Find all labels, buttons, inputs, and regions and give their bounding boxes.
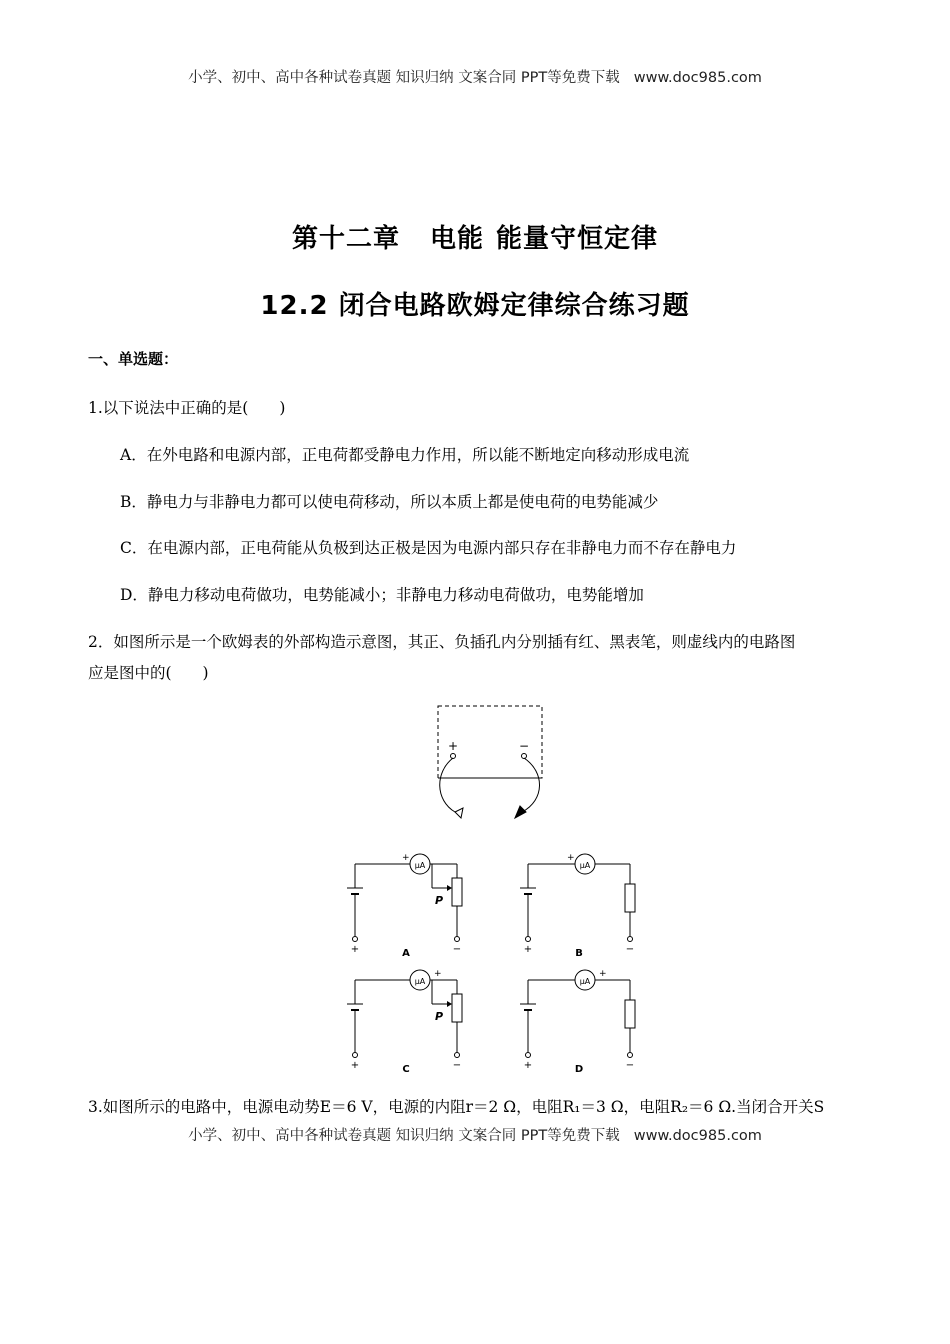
a-slider-label: P (435, 894, 444, 907)
footer-url[interactable]: www.doc985.com (633, 1128, 762, 1144)
q2-stem-line1: 2．如图所示是一个欧姆表的外部构造示意图，其正、负插孔内分别插有红、黑表笔，则虚线内的电路图 (88, 633, 796, 651)
chapter-topic-b: 能量守恒定律 (496, 224, 659, 254)
page-subtitle: 12.2 闭合电路欧姆定律综合练习题 (260, 291, 690, 321)
circuit-b (520, 853, 635, 959)
circuit-d (520, 969, 635, 1075)
page-header (0, 66, 950, 87)
q2-stem-line2: 应是图中的( ) (88, 664, 209, 682)
footer-text: 小学、初中、高中各种试卷真题 知识归纳 文案合同 PPT等免费下载 (188, 1128, 620, 1144)
d-plus-label: + (523, 1060, 533, 1071)
black-probe-arrow (515, 806, 526, 818)
circuit-a (347, 853, 462, 959)
top-plus-label: + (447, 739, 459, 753)
header-text: 小学、初中、高中各种试卷真题 知识归纳 文案合同 PPT等免费下载 (188, 70, 620, 86)
circuit-c (347, 969, 462, 1075)
q1-option-a: A．在外电路和电源内部，正电荷都受静电力作用，所以能不断地定向移动形成电流 (120, 446, 690, 464)
b-minus-label: − (625, 944, 635, 955)
red-probe-arrow (455, 808, 463, 818)
circuit-b-label: B (575, 948, 583, 959)
b-meter-plus: + (567, 853, 575, 863)
c-minus-label: − (452, 1060, 462, 1071)
a-minus-label: − (452, 944, 462, 955)
q1-stem: 1.以下说法中正确的是( ) (88, 399, 286, 417)
b-meter-label: μA (579, 861, 591, 870)
top-minus-label: − (518, 739, 530, 753)
d-minus-label: − (625, 1060, 635, 1071)
section-heading: 一、单选题： (88, 350, 179, 368)
d-meter-label: μA (579, 977, 591, 986)
b-plus-label: + (523, 944, 533, 955)
chapter-topic-a: 电能 (429, 224, 484, 254)
c-meter-label: μA (414, 977, 426, 986)
q1-option-b: B．静电力与非静电力都可以使电荷移动，所以本质上都是使电荷的电势能减少 (120, 493, 659, 511)
circuit-c-label: C (402, 1064, 410, 1075)
dashed-box-figure (438, 706, 542, 818)
a-meter-label: μA (414, 861, 426, 870)
q3-stem: 3.如图所示的电路中，电源电动势E＝6 V，电源的内阻r＝2 Ω，电阻R₁＝3 Ω，电阻R₂＝6 Ω.当闭合开关S (88, 1098, 825, 1116)
circuit-a-label: A (402, 948, 410, 959)
q1-option-c: C．在电源内部，正电荷能从负极到达正极是因为电源内部只存在非静电力而不存在静电力 (120, 539, 737, 557)
ohmmeter-diagram (330, 700, 660, 1080)
c-meter-plus: + (434, 969, 442, 979)
a-meter-plus: + (402, 853, 410, 863)
page-footer (0, 1124, 950, 1145)
chapter-title (0, 218, 950, 255)
q1-option-d: D．静电力移动电荷做功，电势能减小；非静电力移动电荷做功，电势能增加 (120, 586, 644, 604)
c-plus-label: + (350, 1060, 360, 1071)
circuit-d-label: D (574, 1064, 584, 1075)
header-url[interactable]: www.doc985.com (633, 70, 762, 86)
a-plus-label: + (350, 944, 360, 955)
chapter-number: 第十二章 (291, 224, 400, 254)
d-meter-plus: + (599, 969, 607, 979)
black-probe-lead (522, 758, 540, 812)
red-probe-lead (440, 758, 455, 812)
c-slider-label: P (435, 1010, 444, 1023)
